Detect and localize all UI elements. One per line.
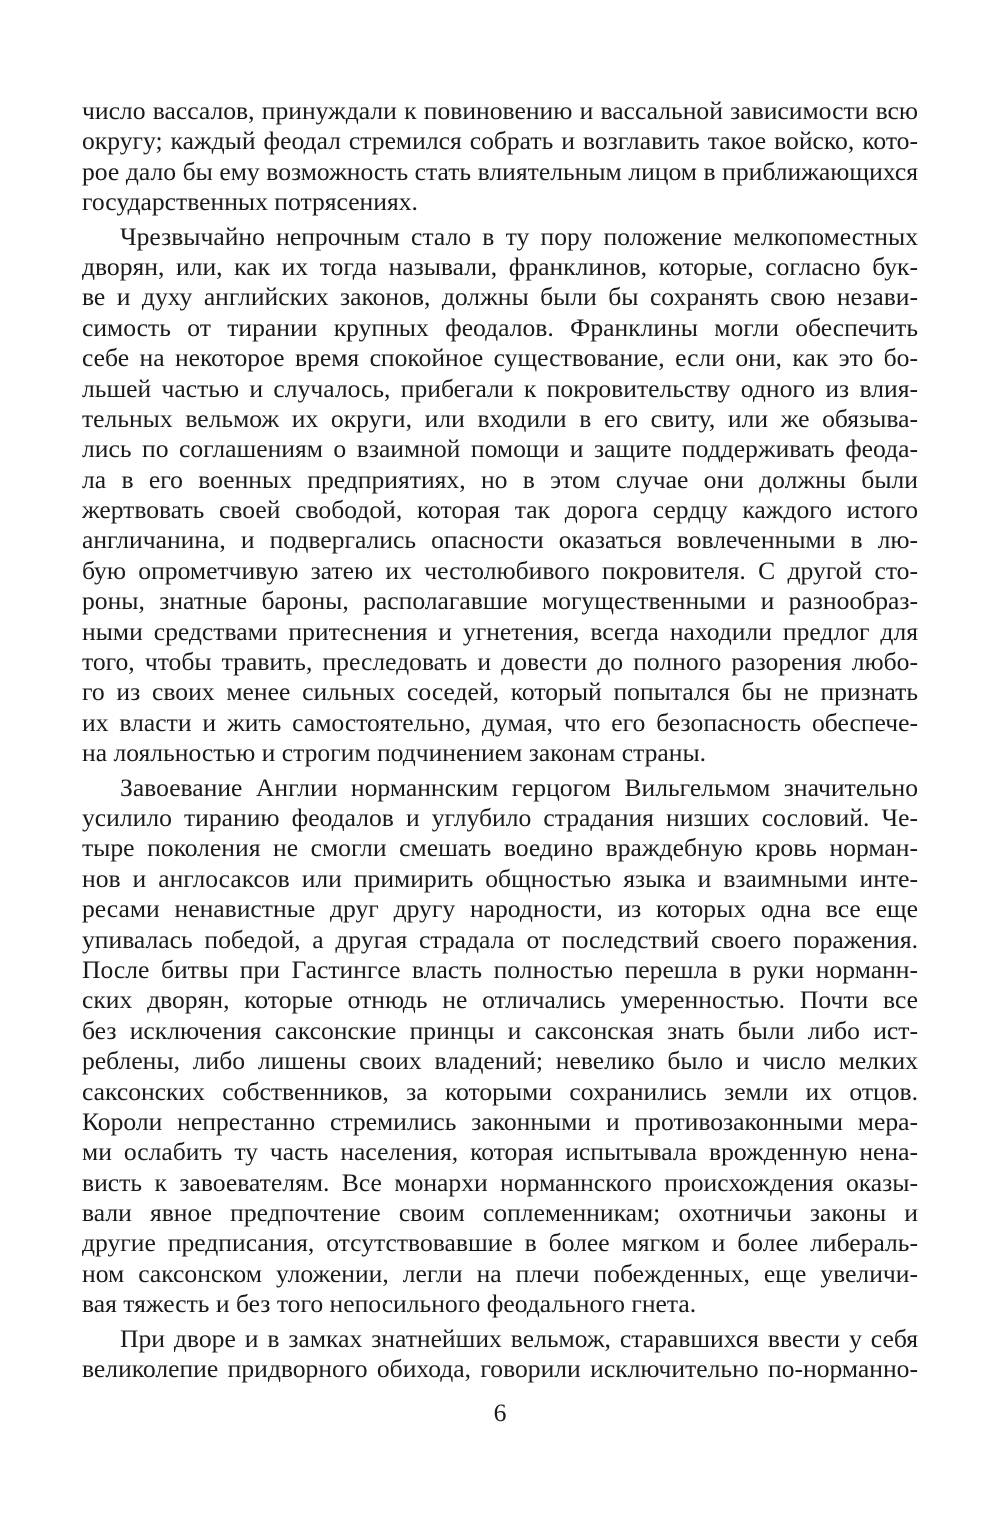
- text-line: При дворе и в замках знатнейших вельмож, старавшихся ввести у себя: [120, 1323, 918, 1353]
- text-line: англичанина, и подвергались опасности оказаться вовлеченными в лю-: [82, 525, 918, 555]
- text-line: тыре поколения не смогли смешать воедино враждебную кровь норман-: [82, 833, 918, 863]
- text-line: саксонских собственников, за которыми сохранились земли их отцов.: [82, 1076, 918, 1106]
- text-line: упивалась победой, а другая страдала от последствий своего поражения.: [82, 924, 918, 954]
- text-line: роны, знатные бароны, располагавшие могущественными и разнообраз-: [82, 586, 918, 616]
- text-line: Чрезвычайно непрочным стало в ту пору положение мелкопоместных: [120, 221, 918, 251]
- text-line: го из своих менее сильных соседей, который попытался бы не признать: [82, 677, 918, 707]
- text-line: симость от тирании крупных феодалов. Франклины могли обеспечить: [82, 312, 918, 342]
- page-number: 6: [493, 1398, 507, 1427]
- text-line: ресами ненавистные друг другу народности, из которых одна все еще: [82, 894, 918, 924]
- text-line: число вассалов, принуждали к повиновению и вассальной зависимости всю: [82, 96, 918, 125]
- text-line: лись по соглашениям о взаимной помощи и защите поддерживать феода-: [82, 434, 918, 464]
- paragraph: [82, 222, 918, 769]
- paragraph: [82, 773, 918, 1320]
- text-line: великолепие придворного обихода, говорили исключительно по-норманно-: [82, 1354, 918, 1384]
- text-line: без исключения саксонские принцы и саксонская знать были либо ист-: [82, 1015, 918, 1045]
- text-line: бую опрометчивую затею их честолюбивого покровителя. С другой сто-: [82, 555, 918, 585]
- body-text: [82, 96, 918, 1384]
- text-line: нов и англосаксов или примирить общностью языка и взаимными инте-: [82, 863, 918, 893]
- text-line: ми ослабить ту часть населения, которая испытывала врожденную нена-: [82, 1137, 918, 1167]
- text-line: рое дало бы ему возможность стать влиятельным лицом в приближающихся: [82, 156, 918, 186]
- text-line: дворян, или, как их тогда называли, франклинов, которые, согласно бук-: [82, 251, 918, 281]
- text-line: ном саксонском уложении, легли на плечи побежденных, еще увеличи-: [82, 1258, 918, 1288]
- text-line: ских дворян, которые отнюдь не отличались умеренностью. Почти все: [82, 985, 918, 1015]
- text-line: округу; каждый феодал стремился собрать и возглавить такое войско, кото-: [82, 126, 918, 156]
- text-line: их власти и жить самостоятельно, думая, что его безопасность обеспече-: [82, 707, 918, 737]
- paragraph: [82, 1324, 918, 1385]
- text-line: вая тяжесть и без того непосильного феодального гнета.: [82, 1289, 697, 1319]
- text-line: на лояльностью и строгим подчинением законам страны.: [82, 738, 707, 768]
- text-line: Завоевание Англии норманнским герцогом Вильгельмом значительно: [120, 772, 918, 802]
- text-line: того, чтобы травить, преследовать и довести до полного разорения любо-: [82, 647, 918, 677]
- text-line: льшей частью и случалось, прибегали к покровительству одного из влия-: [82, 373, 918, 403]
- text-line: ла в его военных предприятиях, но в этом случае они должны были: [82, 464, 918, 494]
- text-line: висть к завоевателям. Все монархи норманнского происхождения оказы-: [82, 1167, 918, 1197]
- text-line: жертвовать своей свободой, которая так дорога сердцу каждого истого: [82, 495, 918, 525]
- text-line: другие предписания, отсутствовавшие в более мягком и более либераль-: [82, 1228, 918, 1258]
- text-line: вали явное предпочтение своим соплеменникам; охотничьи законы и: [82, 1198, 918, 1228]
- text-line: ве и духу английских законов, должны были бы сохранять свою незави-: [82, 282, 918, 312]
- text-line: Короли непрестанно стремились законными и противозаконными мера-: [82, 1106, 918, 1136]
- text-line: ными средствами притеснения и угнетения, всегда находили предлог для: [82, 616, 918, 646]
- text-line: государственных потрясениях.: [82, 187, 418, 217]
- text-line: усилило тиранию феодалов и углубило страдания низших сословий. Че-: [82, 802, 918, 832]
- text-line: тельных вельмож их округи, или входили в его свиту, или же обязыва-: [82, 403, 918, 433]
- paragraph: [82, 96, 918, 218]
- text-line: себе на некоторое время спокойное существование, если они, как это бо-: [82, 343, 918, 373]
- text-line: реблены, либо лишены своих владений; невелико было и число мелких: [82, 1046, 918, 1076]
- text-line: После битвы при Гастингсе власть полностью перешла в руки норманн-: [82, 954, 918, 984]
